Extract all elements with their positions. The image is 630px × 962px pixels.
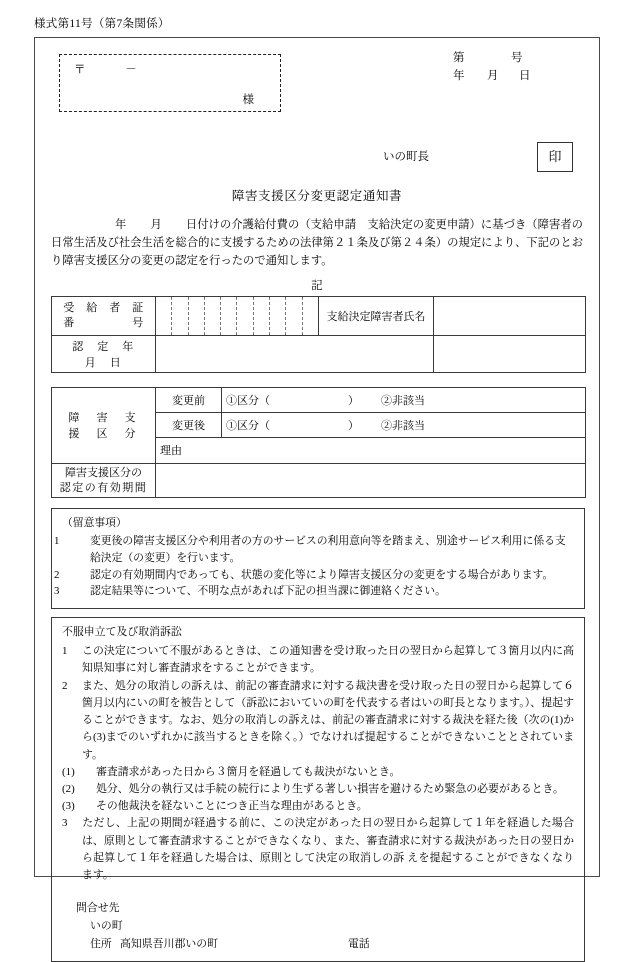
category-table [51, 387, 586, 499]
before-option-1[interactable]: ①区分（ [226, 394, 270, 407]
remarks-item-number: 3 [54, 585, 60, 598]
remarks-heading: （留意事項） [62, 517, 127, 530]
postal-code-field[interactable] [74, 61, 139, 77]
body-year-label: 年 [115, 218, 127, 231]
remarks-item-number: 2 [54, 568, 60, 581]
contact-address-label: 住所 [90, 937, 112, 950]
table-row [52, 463, 586, 498]
recipient-address-box[interactable] [59, 54, 281, 112]
table-row [52, 387, 586, 412]
after-option-1[interactable]: ①区分（ [226, 419, 270, 432]
certified-date-value[interactable] [156, 335, 434, 372]
cert-number-label-line1: 受 給 者 証 [63, 301, 144, 314]
appeal-sub-text: その他裁決を経ないことにつき正当な理由があるとき。 [96, 800, 368, 813]
list-item [54, 583, 576, 600]
list-item [62, 815, 574, 884]
list-item [54, 567, 576, 584]
certified-date-label [52, 335, 156, 372]
cert-number-cell[interactable] [270, 297, 286, 335]
remarks-item-number: 1 [54, 535, 60, 548]
after-option-1-close: ） [348, 419, 359, 432]
date-month-label: 月 [487, 69, 499, 82]
before-change-label: 変更前 [156, 387, 222, 412]
cert-number-cell[interactable] [303, 297, 318, 335]
empty-cell [434, 335, 586, 372]
document-title: 障害支援区分変更認定通知書 [231, 188, 403, 203]
appeal-sub-number: (1) [62, 765, 75, 778]
cert-number-cells[interactable] [156, 297, 318, 335]
remarks-box [51, 508, 585, 609]
document-inner [35, 38, 599, 962]
remarks-item-text: 変更後の障害支援区分や利用者の方のサービスの利用意向等を踏まえ、別途サービス利用に係る支給決定（の変更）を行います。 [90, 535, 566, 564]
after-option-2[interactable]: ②非該当 [381, 419, 425, 432]
appeal-sub-text: 処分、処分の執行又は手続の続行により生ずる著しい損害を避けるため緊急の必要があるとき。 [96, 783, 564, 796]
reason-label: 理由 [156, 437, 586, 463]
beneficiary-name-label: 支給決定障害者氏名 [319, 296, 434, 335]
appeal-sub-number: (3) [62, 800, 75, 813]
list-item [62, 678, 574, 764]
beneficiary-name-value[interactable] [434, 296, 586, 335]
remarks-list [54, 533, 576, 600]
document-number-block [453, 50, 573, 86]
cert-number-cell[interactable] [254, 297, 270, 335]
body-paragraph [51, 216, 583, 271]
appeal-item-number: 1 [62, 645, 68, 658]
body-text: 日付けの介護給付費の（支給申請 支給決定の変更申請）に基づき（障害者の日常生活及び社会生活を総合的に支援するための法律第２１条及び第２４条）の規定により、下記のとおり障害支援区分の変更の認定を行ったので通知します。 [51, 218, 583, 268]
validity-label-line1: 障害支援区分の [65, 466, 142, 479]
contact-org: いの町 [90, 919, 123, 932]
appeal-item-text: ただし、上記の期間が経過する前に、この決定があった日の翌日から起算して１年を経過した場合は、原則として審査請求することができなくなり、また、審査請求に対する裁決があった日の翌日から起算して１年を経過した場合は、原則として決定の取消しの訴 えを提起することができなくなります。 [82, 817, 574, 882]
document-number-unit: 号 [511, 51, 523, 64]
list-item [62, 781, 574, 798]
appeal-sub-list [62, 764, 574, 816]
appeal-item-number: 3 [62, 817, 68, 830]
contact-tel-label: 電話 [348, 937, 370, 950]
contact-block [62, 900, 574, 953]
list-item [54, 533, 576, 566]
cert-number-cell[interactable] [156, 297, 172, 335]
appeal-sub-number: (2) [62, 783, 75, 796]
recipient-honorific: 様 [242, 93, 254, 106]
form-number: 様式第11号（第7条関係） [34, 18, 170, 30]
after-change-options[interactable] [222, 412, 586, 437]
list-item [62, 798, 574, 815]
contact-heading: 問合せ先 [76, 902, 120, 915]
cert-number-input[interactable] [156, 296, 319, 335]
before-option-1-close: ） [348, 394, 359, 407]
table-row [52, 335, 586, 372]
appeal-item-number: 2 [62, 679, 68, 692]
appeal-item-text: また、処分の取消しの訴えは、前記の審査請求に対する裁決書を受け取った日の翌日から起算して６箇月以内にいの町を被告として（訴訟においていの町を代表する者はいの町長となります。）、提起することができます。なお、処分の取消しの訴えは、前記の審査請求に対する裁決を経た後（次の(1)から(3)までのいずれかに該当するときを除く。）でなければ提起することができないこととされています。 [82, 679, 574, 761]
appeal-list [62, 643, 574, 764]
appeal-title: 不服申立て及び取消訴訟 [62, 626, 182, 639]
document-number-line [453, 50, 573, 68]
remarks-item-text: 認定の有効期間内であっても、状態の変化等により障害支援区分の変更をする場合があります。 [90, 568, 554, 581]
validity-period-value[interactable] [156, 463, 586, 498]
cert-number-cell[interactable] [286, 297, 302, 335]
cert-number-cell[interactable] [237, 297, 253, 335]
list-item [62, 764, 574, 781]
remarks-item-text: 認定結果等について、不明な点があれば下記の担当課に御連絡ください。 [90, 585, 446, 598]
contact-address-value: 高知県吾川郡いの町 [120, 937, 219, 950]
cert-number-label-line2: 番 号 [63, 316, 144, 329]
header-block [47, 46, 587, 142]
date-day-label: 日 [519, 69, 531, 82]
issuer-row [47, 142, 587, 176]
appeal-sub-text: 審査請求があった日から３箇月を経過しても裁決がないとき。 [96, 765, 401, 778]
appeal-list-continued [62, 815, 574, 884]
document-number-label: 第 [453, 51, 465, 64]
contact-address-row [76, 936, 574, 954]
seal-box: 印 [537, 142, 573, 172]
document-outer-frame [34, 37, 600, 950]
cert-number-cell[interactable] [221, 297, 237, 335]
cert-number-label [52, 296, 156, 335]
after-change-label: 変更後 [156, 412, 222, 437]
cert-number-cell[interactable] [172, 297, 188, 335]
cert-number-cell[interactable] [189, 297, 205, 335]
postal-dash: － [125, 63, 139, 76]
issuer-name: いの町長 [383, 150, 429, 163]
postal-mark-icon: 〒 [74, 63, 88, 76]
validity-period-label [52, 463, 156, 498]
validity-label-line2: 認定の有効期間 [59, 481, 148, 494]
before-change-options[interactable] [222, 387, 586, 412]
body-month-label: 月 [150, 218, 162, 231]
ki-marker: 記 [311, 279, 323, 292]
appeal-item-text: この決定について不服があるときは、この通知書を受け取った日の翌日から起算して３箇月以内に高知県知事に対し審査請求をすることができます。 [82, 645, 574, 675]
before-option-2[interactable]: ②非該当 [381, 394, 425, 407]
date-year-label: 年 [453, 69, 465, 82]
certified-date-label-text: 認 定 年 月 日 [72, 340, 148, 369]
category-row-label: 障 害 支 援 区 分 [52, 387, 156, 463]
document-date-line [453, 68, 573, 86]
cert-number-cell[interactable] [205, 297, 221, 335]
appeal-box [51, 617, 585, 962]
list-item [62, 643, 574, 677]
recipient-table [51, 296, 586, 373]
